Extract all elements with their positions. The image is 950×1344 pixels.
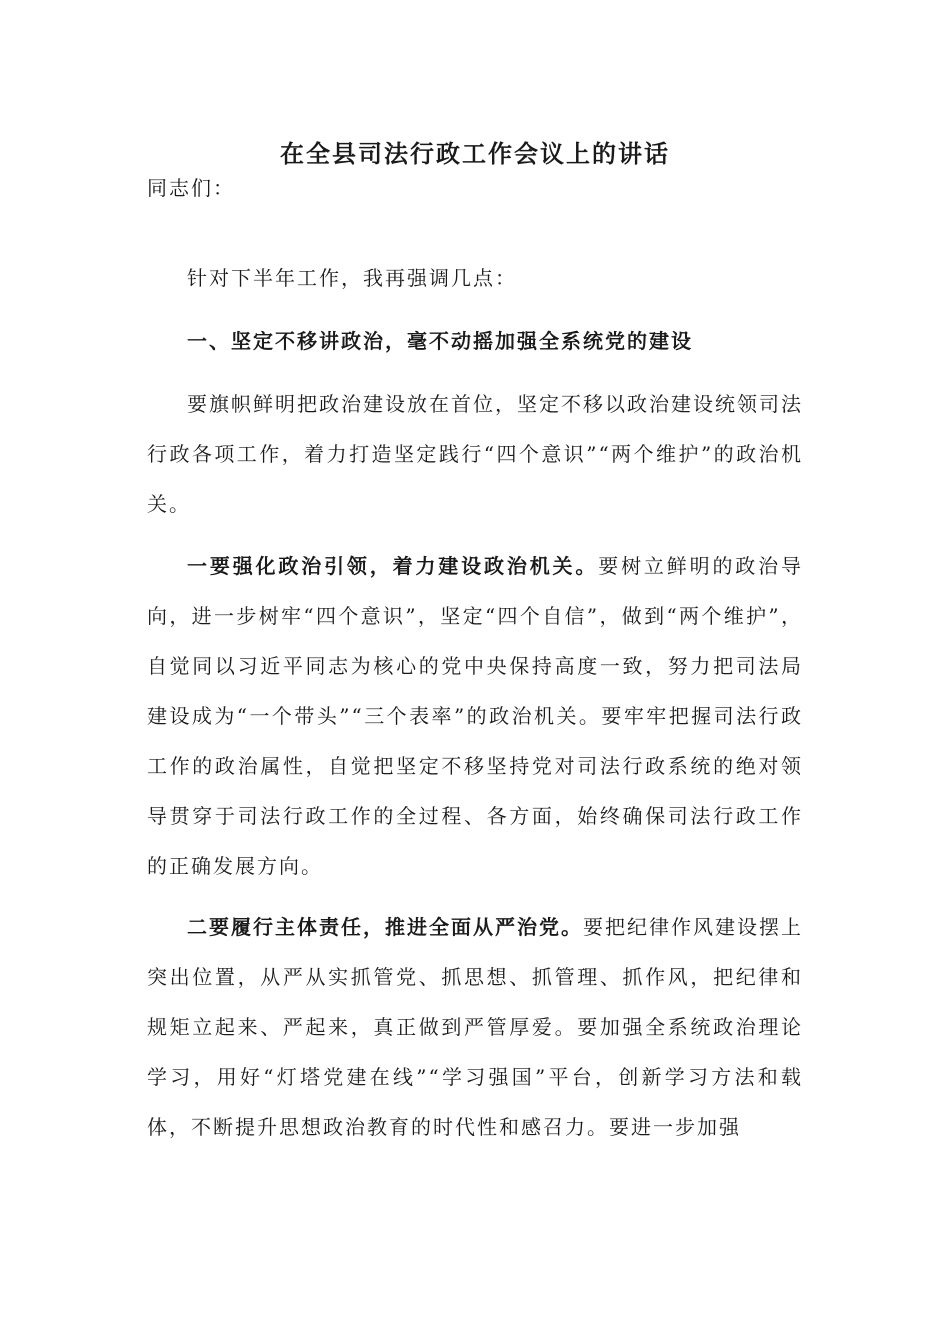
document-title: 在全县司法行政工作会议上的讲话 bbox=[280, 139, 670, 168]
section-heading-1: 一、坚定不移讲政治，毫不动摇加强全系统党的建设 bbox=[187, 329, 693, 353]
point-1-lead: 一要强化政治引领，着力建设政治机关。 bbox=[187, 554, 599, 578]
salutation: 同志们： bbox=[147, 176, 235, 200]
point-2-lead: 二要履行主体责任，推进全面从严治党。 bbox=[187, 915, 583, 939]
intro-paragraph: 针对下半年工作，我再强调几点： bbox=[187, 266, 517, 290]
section-1-body: 要旗帜鲜明把政治建设放在首位，坚定不移以政治建设统领司法行政各项工作，着力打造坚定践行“四个意识”“两个维护”的政治机关。 bbox=[147, 392, 803, 516]
point-1-body: 要树立鲜明的政治导向，进一步树牢“四个意识”，坚定“四个自信”，做到“两个维护”，自觉同以习近平同志为核心的党中央保持高度一致，努力把司法局建设成为“一个带头”“三个表率”的政治机关。要牢牢把握司法行政工作的政治属性，自觉把坚定不移坚持党对司法行政系统的绝对领导贯穿于司法行政工作的全过程、各方面，始终确保司法行政工作的正确发展方向。 bbox=[147, 554, 804, 878]
point-2-paragraph bbox=[147, 902, 803, 1152]
point-1-paragraph bbox=[147, 541, 803, 891]
point-2-body: 要把纪律作风建设摆上突出位置，从严从实抓管党、抓思想、抓管理、抓作风，把纪律和规矩立起来、严起来，真正做到严管厚爱。要加强全系统政治理论学习，用好“灯塔党建在线”“学习强国”平台，创新学习方法和载体，不断提升思想政治教育的时代性和感召力。要进一步加强 bbox=[147, 915, 803, 1139]
